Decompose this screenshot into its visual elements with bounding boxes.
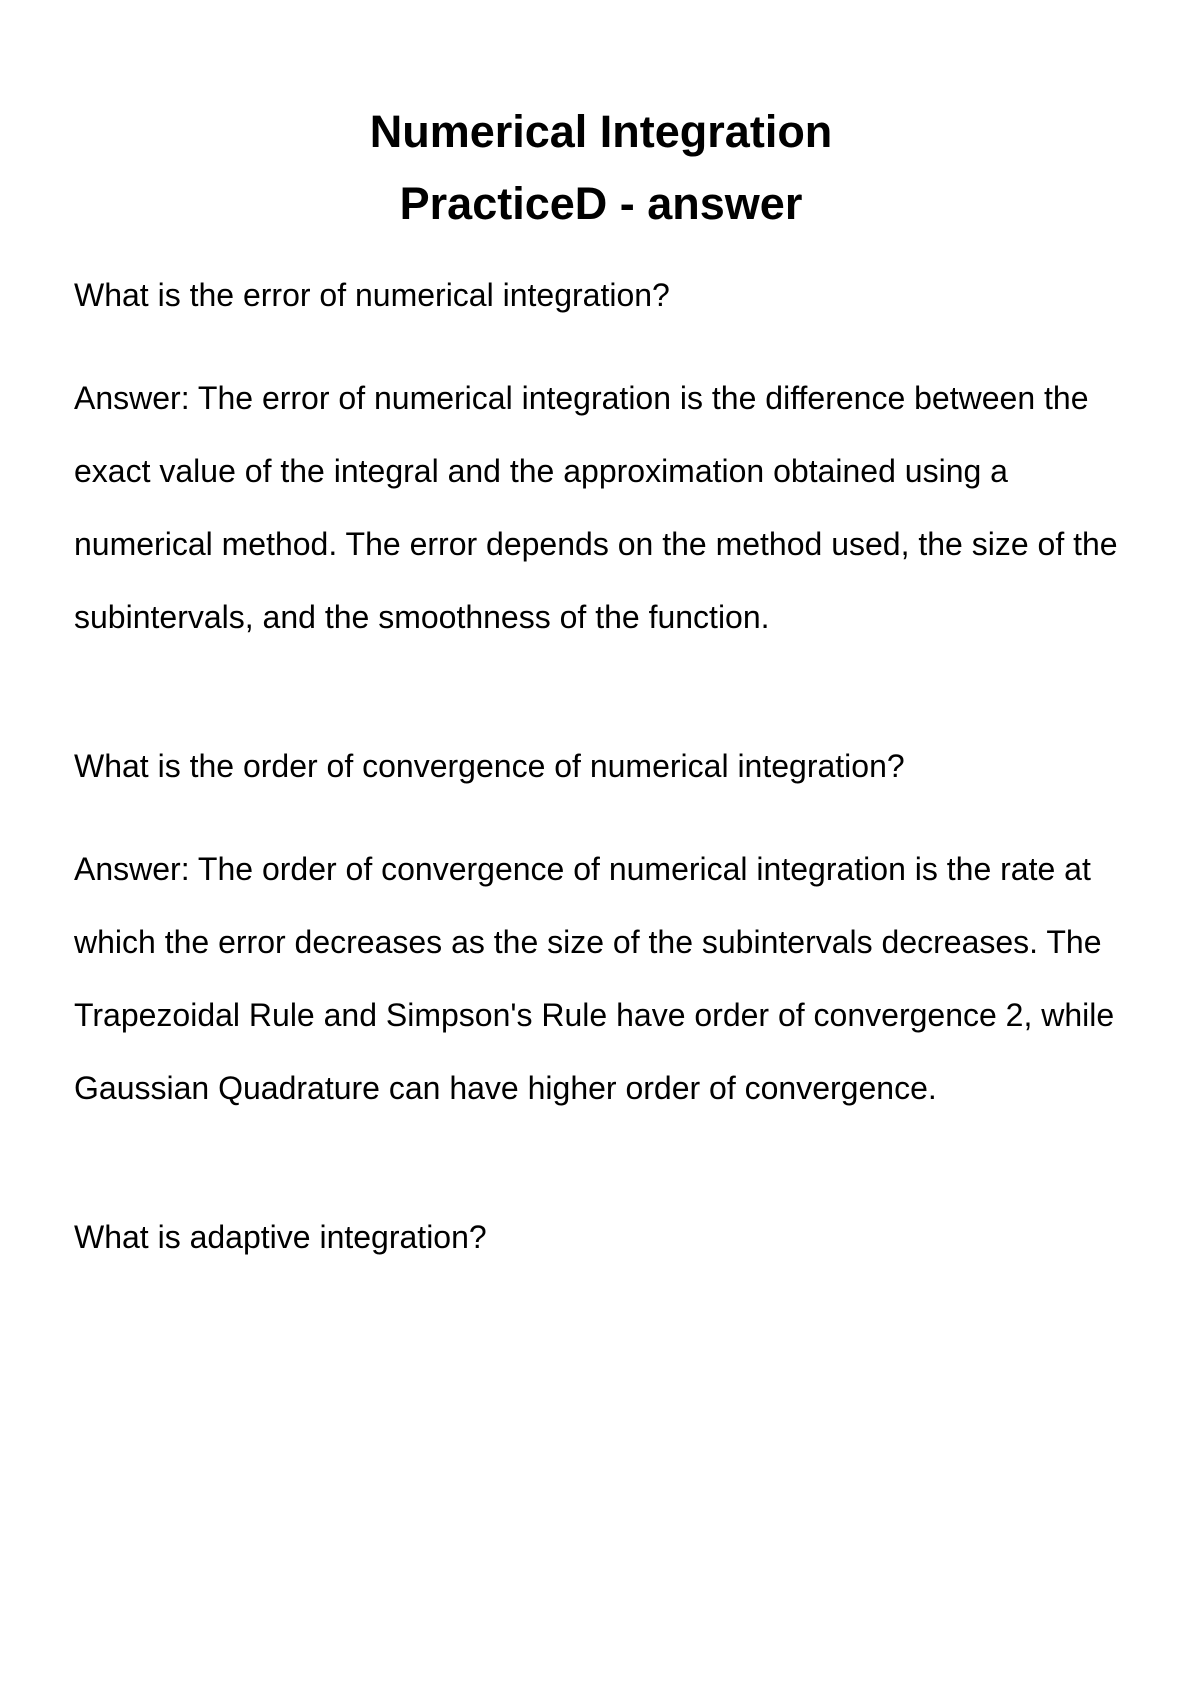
answer-1: Answer: The error of numerical integration is the difference between the exact value of the integral and the approximation obtained using a numerical method. The error depends on the method used, the size of the subintervals, and the smoothness of the function. — [74, 380, 1118, 635]
title-line-2: PracticeD - answer — [399, 178, 803, 229]
section-gap — [74, 654, 1128, 747]
title-line-1: Numerical Integration — [369, 106, 833, 157]
document-title — [74, 96, 1128, 240]
answer-2: Answer: The order of convergence of numerical integration is the rate at which the error decreases as the size of the subintervals decreases. The Trapezoidal Rule and Simpson's Rule have order of convergence 2, while Gaussian Quadrature can have higher order of convergence. — [74, 851, 1115, 1106]
question-2: What is the order of convergence of numerical integration? — [74, 748, 905, 784]
section-gap — [74, 1125, 1128, 1218]
question-1: What is the error of numerical integration? — [74, 277, 670, 313]
question-3: What is adaptive integration? — [74, 1219, 487, 1255]
